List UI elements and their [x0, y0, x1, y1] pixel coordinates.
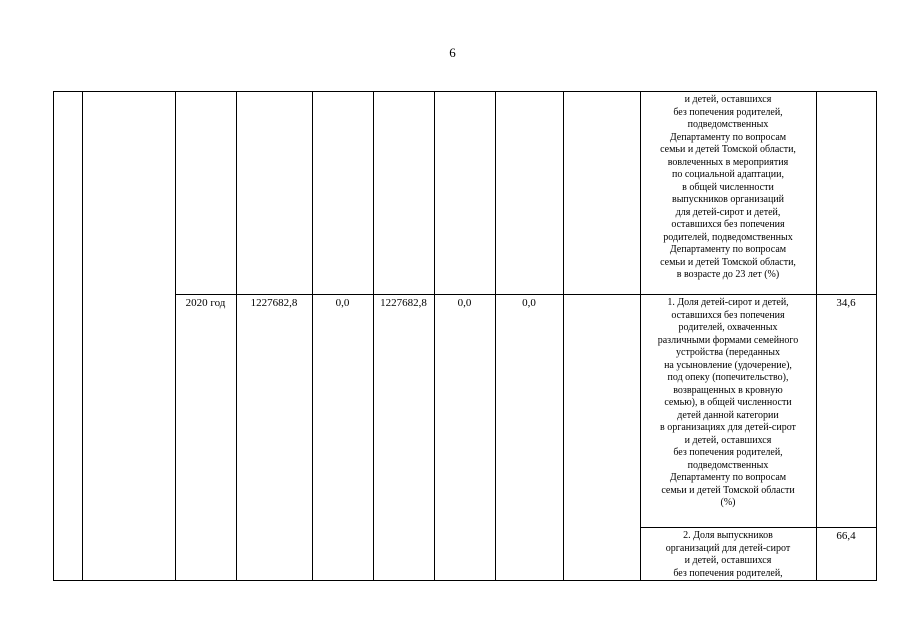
indicator-line: устройства (переданных — [676, 347, 780, 358]
other-cell: 0,0 — [522, 297, 536, 309]
column-divider — [312, 91, 313, 581]
indicator-line: без попечения родителей, — [673, 567, 783, 579]
table-border — [53, 580, 877, 581]
indicator-line: в организациях для детей-сирот — [660, 422, 796, 433]
indicator-cell — [640, 530, 816, 580]
indicator-line: подведомственных — [687, 119, 769, 130]
indicator-line: семью), в общей численности — [664, 397, 792, 408]
column-divider — [495, 91, 496, 581]
indicator-line: без попечения родителей, — [673, 447, 783, 458]
indicator-line: и детей, оставшихся — [684, 555, 772, 566]
indicator-line: оставшихся без попечения — [671, 219, 785, 230]
row-divider — [640, 527, 877, 528]
indicator-line: и детей, оставшихся — [684, 434, 772, 446]
indicator-line: вовлеченных в мероприятия — [667, 156, 789, 168]
indicator-line: семьи и детей Томской области — [661, 484, 795, 496]
table-border — [53, 91, 877, 92]
indicator-line: в общей численности — [682, 181, 774, 193]
indicator-line: на усыновление (удочерение), — [664, 359, 792, 371]
page-number: 6 — [449, 45, 456, 60]
indicator-line: выпускников организаций — [671, 194, 785, 205]
indicator-line: 1. Доля детей-сирот и детей, — [667, 297, 789, 308]
regional-cell: 1227682,8 — [380, 297, 427, 309]
indicator-line: по социальной адаптации, — [672, 169, 784, 180]
indicator-line: детей данной категории — [677, 409, 779, 421]
indicator-line: организаций для детей-сирот — [665, 542, 791, 554]
value-cell: 34,6 — [836, 297, 856, 309]
indicator-line: родителей, охваченных — [678, 322, 778, 333]
indicator-line: оставшихся без попечения — [671, 309, 785, 321]
indicator-line: (%) — [720, 497, 736, 508]
column-divider — [236, 91, 237, 581]
column-divider — [373, 91, 374, 581]
column-divider — [816, 91, 817, 581]
indicator-line: родителей, подведомственных — [663, 231, 793, 243]
indicator-line: различными формами семейного — [657, 334, 799, 346]
column-divider — [434, 91, 435, 581]
local-cell: 0,0 — [457, 297, 472, 309]
indicator-line: подведомственных — [687, 459, 769, 471]
indicator-line: 2. Доля выпускников — [683, 530, 773, 541]
indicator-line: семьи и детей Томской области, — [660, 144, 796, 155]
indicator-line: Департаменту по вопросам — [669, 472, 787, 483]
row-divider — [175, 294, 877, 295]
indicator-line: Департаменту по вопросам — [669, 131, 787, 143]
indicator-line: семьи и детей Томской области, — [660, 256, 796, 268]
indicator-line: в возрасте до 23 лет (%) — [676, 269, 780, 280]
indicator-line: без попечения родителей, — [673, 106, 783, 118]
column-divider — [175, 91, 176, 581]
indicator-line: для детей-сирот и детей, — [675, 206, 781, 218]
total-cell: 1227682,8 — [250, 297, 298, 309]
indicator-line: возвращенных в кровную — [673, 384, 783, 396]
table-border — [876, 91, 877, 581]
value-cell: 66,4 — [836, 530, 856, 542]
indicator-cell — [640, 297, 816, 510]
indicator-line: и детей, оставшихся — [684, 94, 772, 105]
column-divider — [563, 91, 564, 581]
year-cell: 2020 год — [185, 297, 226, 309]
table-border — [53, 91, 54, 581]
indicator-cell — [640, 94, 816, 282]
indicator-line: Департаменту по вопросам — [669, 244, 787, 255]
federal-cell: 0,0 — [335, 297, 350, 309]
indicator-line: под опеку (попечительство), — [667, 372, 789, 383]
column-divider — [82, 91, 83, 581]
